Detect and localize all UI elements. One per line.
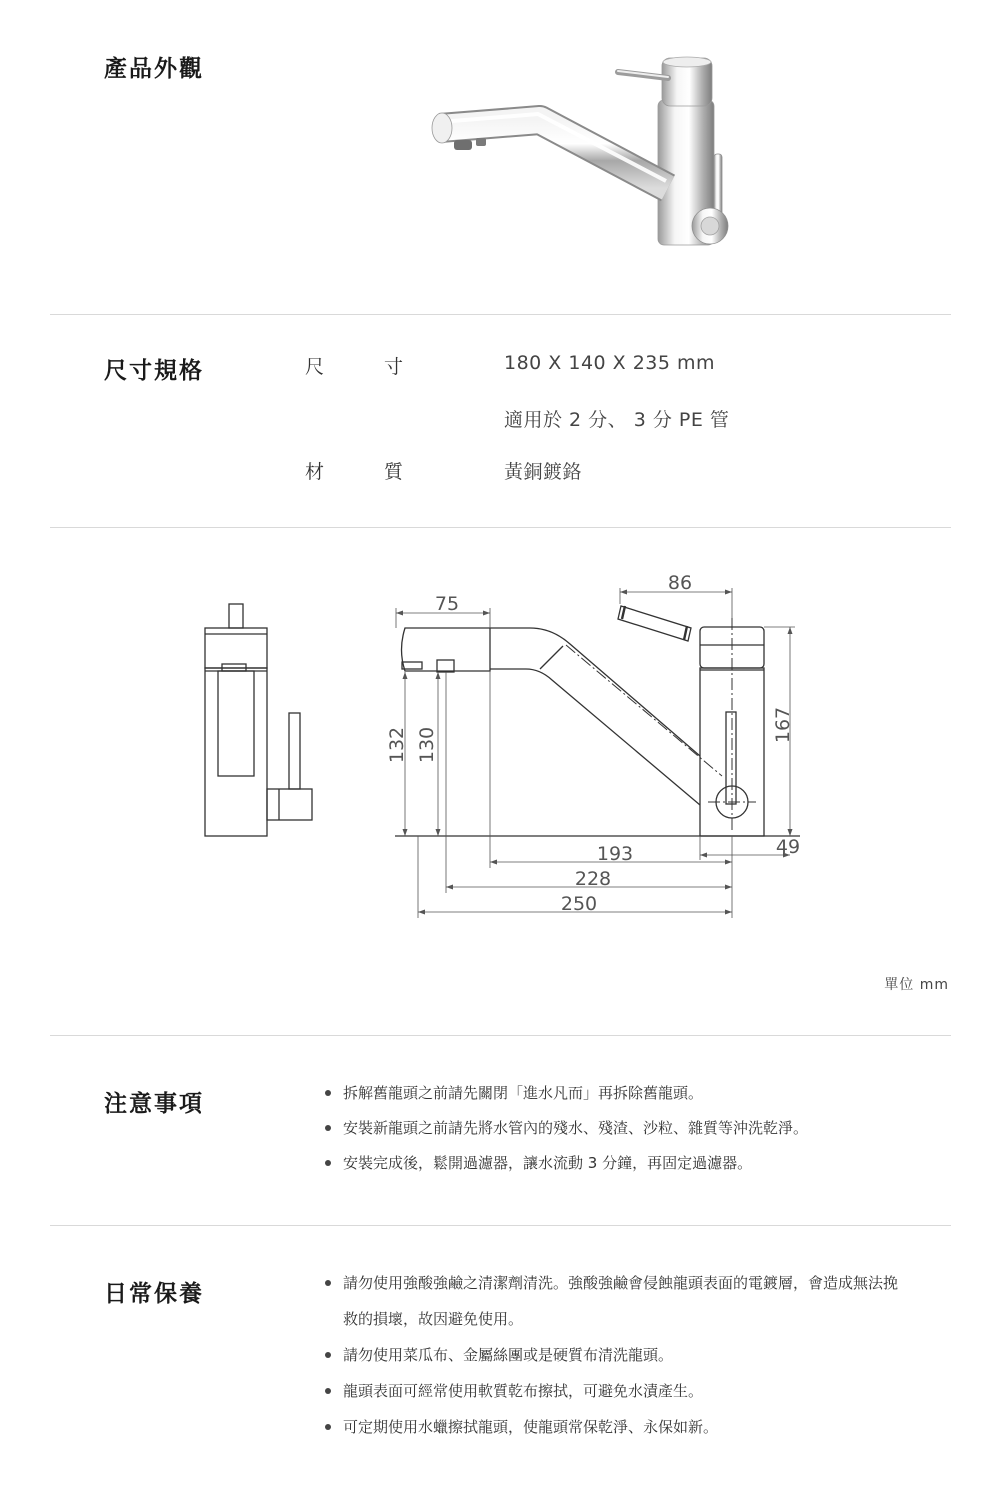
pipe-compat-value: 適用於 2 分、 3 分 PE 管 — [504, 409, 730, 431]
appearance-title: 產品外觀 — [104, 56, 204, 82]
dim-label-193: 193 — [596, 843, 634, 865]
divider-1 — [50, 314, 951, 315]
material-value: 黃銅鍍鉻 — [504, 461, 583, 483]
care-item: 請勿使用菜瓜布、金屬絲團或是硬質布清洗龍頭。 — [322, 1337, 912, 1373]
dimension-drawing — [0, 540, 1000, 940]
size-label-char-1: 尺 — [305, 356, 325, 378]
divider-4 — [50, 1225, 951, 1226]
material-label-char-1: 材 — [305, 461, 325, 483]
care-item: 龍頭表面可經常使用軟質乾布擦拭，可避免水漬產生。 — [322, 1373, 912, 1409]
dim-label-75: 75 — [434, 593, 460, 615]
notes-title: 注意事項 — [104, 1091, 204, 1117]
notes-item: 安裝新龍頭之前請先將水管內的殘水、殘渣、沙粒、雜質等沖洗乾淨。 — [322, 1117, 808, 1152]
side-view-drawing — [205, 604, 312, 836]
dim-label-86: 86 — [667, 572, 693, 594]
material-label-char-2: 質 — [384, 461, 404, 483]
dim-label-228: 228 — [574, 868, 612, 890]
notes-item: 拆解舊龍頭之前請先關閉「進水凡而」再拆除舊龍頭。 — [322, 1082, 808, 1117]
size-label-char-2: 寸 — [384, 356, 404, 378]
divider-2 — [50, 527, 951, 528]
center-lines — [566, 618, 756, 830]
dim-label-132: 132 — [386, 726, 408, 764]
dimension-arrows — [396, 590, 793, 915]
notes-item: 安裝完成後，鬆開過濾器，讓水流動 3 分鐘，再固定過濾器。 — [322, 1152, 808, 1187]
dim-label-167: 167 — [772, 706, 794, 744]
size-value: 180 X 140 X 235 mm — [504, 352, 716, 374]
unit-label: 單位 mm — [884, 977, 949, 993]
faucet-product-image — [420, 50, 740, 260]
specs-title: 尺寸規格 — [104, 358, 204, 384]
care-title: 日常保養 — [104, 1281, 204, 1307]
dim-label-250: 250 — [560, 893, 598, 915]
care-list — [322, 1265, 912, 1445]
divider-3 — [50, 1035, 951, 1036]
care-item: 請勿使用強酸強鹼之清潔劑清洗。強酸強鹼會侵蝕龍頭表面的電鍍層，會造成無法挽救的損壞，故因避免使用。 — [322, 1265, 912, 1337]
dim-label-130: 130 — [416, 726, 438, 764]
dim-label-49: 49 — [775, 836, 801, 858]
notes-list — [322, 1082, 808, 1187]
care-item: 可定期使用水蠟擦拭龍頭，使龍頭常保乾淨、永保如新。 — [322, 1409, 912, 1445]
